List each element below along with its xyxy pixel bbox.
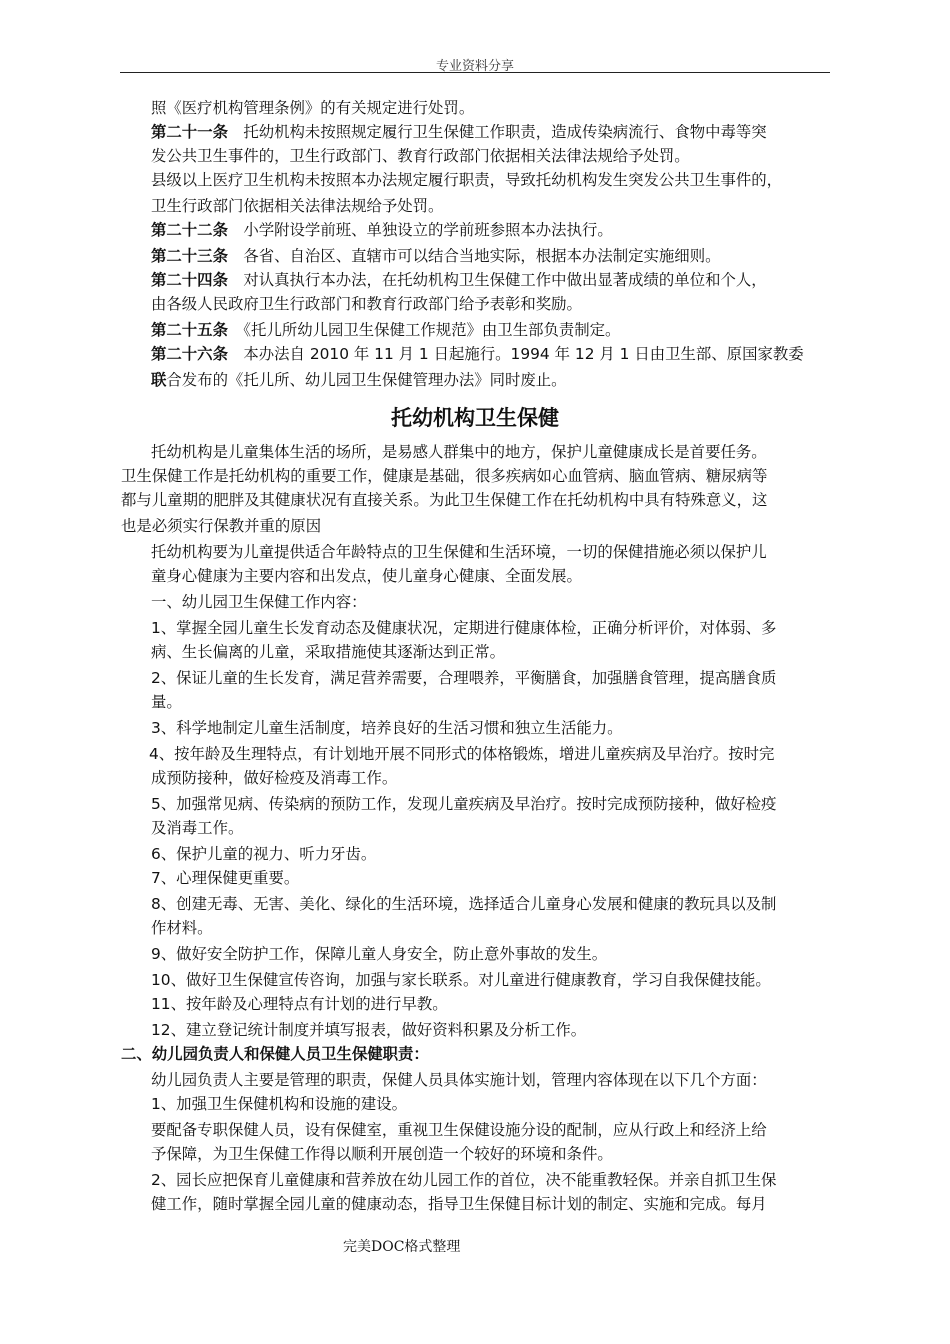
- body_lines-line: [121, 1044, 429, 1064]
- header-rule: [120, 72, 830, 73]
- line-text: 县级以上医疗卫生机构未按照本办法规定履行职责，导致托幼机构发生突发公共卫生事件的，: [151, 171, 783, 189]
- top_lines-line: [151, 196, 443, 216]
- top_lines-line: [151, 246, 720, 266]
- bold-lead: 联: [151, 371, 167, 389]
- body_lines-line: [151, 768, 397, 788]
- line-text: 2、园长应把保育儿童健康和营养放在幼儿园工作的首位，决不能重教轻保。并亲自抓卫生保: [151, 1171, 777, 1189]
- body_lines-line: [151, 1170, 776, 1190]
- line-text: 都与儿童期的肥胖及其健康状况有直接关系。为此卫生保健工作在托幼机构中具有特殊意义，这: [121, 491, 768, 509]
- body_lines-line: [151, 542, 767, 562]
- line-text: 量。: [151, 693, 182, 711]
- line-text: 本办法自 2010 年 11 月 1 日起施行。1994 年 12 月 1 日由卫生部、原国家教委: [227, 345, 804, 363]
- line-text: 2、保证儿童的生长发育，满足营养需要，合理喂养，平衡膳食，加强膳食管理，提高膳食质: [151, 669, 777, 687]
- body_lines-line: [151, 1070, 767, 1090]
- body_lines-line: [149, 744, 774, 764]
- top_lines-line: [151, 98, 474, 118]
- body_lines-line: [151, 818, 243, 838]
- body_lines-line: [151, 868, 299, 888]
- line-text: 1、掌握全园儿童生长发育动态及健康状况，定期进行健康体检，正确分析评价，对体弱、多: [151, 619, 777, 637]
- body_lines-line: [151, 1194, 767, 1214]
- bold-lead: 二、幼儿园负责人和保健人员卫生保健职责：: [121, 1045, 429, 1063]
- line-text: 照《医疗机构管理条例》的有关规定进行处罚。: [151, 99, 475, 117]
- line-text: 托幼机构是儿童集体生活的场所，是易感人群集中的地方，保护儿童健康成长是首要任务。: [151, 443, 767, 461]
- bold-lead: 第二十二条: [151, 221, 228, 239]
- top_lines-line: [151, 320, 620, 340]
- line-text: 5、加强常见病、传染病的预防工作，发现儿童疾病及早治疗。按时完成预防接种，做好检疫: [151, 795, 777, 813]
- body_lines-line: [151, 668, 776, 688]
- section-title: 托幼机构卫生保健: [391, 406, 559, 430]
- line-text: 12、建立登记统计制度并填写报表，做好资料积累及分析工作。: [151, 1021, 587, 1039]
- line-text: 对认真执行本办法，在托幼机构卫生保健工作中做出显著成绩的单位和个人，: [227, 271, 767, 289]
- body_lines-line: [151, 894, 776, 914]
- top_lines-line: [151, 220, 613, 240]
- body_lines-line: [151, 718, 623, 738]
- line-text: 由各级人民政府卫生行政部门和教育行政部门给予表彰和奖励。: [151, 295, 582, 313]
- page-header: 专业资料分享: [435, 59, 514, 74]
- line-text: 合发布的《托儿所、幼儿园卫生保健管理办法》同时废止。: [166, 371, 567, 389]
- body_lines-line: [151, 618, 776, 638]
- line-text: 童身心健康为主要内容和出发点，使儿童身心健康、全面发展。: [151, 567, 582, 585]
- line-text: 各省、自治区、直辖市可以结合当地实际，根据本办法制定实施细则。: [227, 247, 721, 265]
- line-text: 托幼机构要为儿童提供适合年龄特点的卫生保健和生活环境，一切的保健措施必须以保护儿: [151, 543, 767, 561]
- body_lines-line: [151, 794, 776, 814]
- line-text: 1、加强卫生保健机构和设施的建设。: [151, 1095, 408, 1113]
- body_lines-line: [151, 642, 505, 662]
- body_lines-line: [121, 516, 321, 536]
- body_lines-line: [151, 918, 213, 938]
- line-text: 卫生行政部门依据相关法律法规给予处罚。: [151, 197, 444, 215]
- body_lines-line: [151, 970, 771, 990]
- line-text: 3、科学地制定儿童生活制度，培养良好的生活习惯和独立生活能力。: [151, 719, 623, 737]
- line-text: 成预防接种，做好检疫及消毒工作。: [151, 769, 398, 787]
- body_lines-line: [121, 466, 767, 486]
- top_lines-line: [151, 344, 804, 364]
- line-text: 一、幼儿园卫生保健工作内容：: [151, 593, 367, 611]
- line-text: 也是必须实行保教并重的原因: [121, 517, 322, 535]
- body_lines-line: [151, 944, 607, 964]
- line-text: 10、做好卫生保健宣传咨询，加强与家长联系。对儿童进行健康教育，学习自我保健技能。: [151, 971, 771, 989]
- top_lines-line: [151, 370, 567, 390]
- body_lines-line: [151, 844, 376, 864]
- top_lines-line: [151, 270, 767, 290]
- bold-lead: 第二十五条: [151, 321, 228, 339]
- line-text: 幼儿园负责人主要是管理的职责，保健人员具体实施计划，管理内容体现在以下几个方面：: [151, 1071, 767, 1089]
- body_lines-line: [151, 692, 182, 712]
- body_lines-line: [151, 1094, 407, 1114]
- line-text: 8、创建无毒、无害、美化、绿化的生活环境，选择适合儿童身心发展和健康的教玩具以及制: [151, 895, 777, 913]
- line-text: 发公共卫生事件的，卫生行政部门、教育行政部门依据相关法律法规给予处罚。: [151, 147, 690, 165]
- line-text: 托幼机构未按照规定履行卫生保健工作职责，造成传染病流行、食物中毒等突: [227, 123, 767, 141]
- line-text: 及消毒工作。: [151, 819, 244, 837]
- line-text: 7、心理保健更重要。: [151, 869, 300, 887]
- top_lines-line: [151, 294, 582, 314]
- page-footer: 完美DOC格式整理: [343, 1239, 461, 1255]
- bold-lead: 第二十三条: [151, 247, 228, 265]
- line-text: 予保障，为卫生保健工作得以顺利开展创造一个较好的环境和条件。: [151, 1145, 613, 1163]
- body_lines-line: [151, 1020, 586, 1040]
- body_lines-line: [151, 1144, 613, 1164]
- line-text: 《托儿所幼儿园卫生保健工作规范》由卫生部负责制定。: [227, 321, 621, 339]
- line-text: 9、做好安全防护工作，保障儿童人身安全，防止意外事故的发生。: [151, 945, 608, 963]
- line-text: 作材料。: [151, 919, 213, 937]
- bold-lead: 第二十一条: [151, 123, 228, 141]
- bold-lead: 第二十四条: [151, 271, 228, 289]
- body_lines-line: [151, 1120, 767, 1140]
- line-text: 病、生长偏离的儿童，采取措施使其逐渐达到正常。: [151, 643, 505, 661]
- top_lines-line: [151, 170, 782, 190]
- body_lines-line: [121, 490, 767, 510]
- body_lines-line: [151, 592, 366, 612]
- body_lines-line: [151, 566, 582, 586]
- top_lines-line: [151, 122, 767, 142]
- line-text: 卫生保健工作是托幼机构的重要工作，健康是基础，很多疾病如心血管病、脑血管病、糖尿病等: [121, 467, 768, 485]
- line-text: 6、保护儿童的视力、听力牙齿。: [151, 845, 377, 863]
- line-text: 4、按年龄及生理特点，有计划地开展不同形式的体格锻炼，增进儿童疾病及早治疗。按时完: [149, 745, 775, 763]
- line-text: 11、按年龄及心理特点有计划的进行早教。: [151, 995, 448, 1013]
- line-text: 小学附设学前班、单独设立的学前班参照本办法执行。: [227, 221, 613, 239]
- top_lines-line: [151, 146, 690, 166]
- body_lines-line: [151, 442, 767, 462]
- bold-lead: 第二十六条: [151, 345, 228, 363]
- line-text: 要配备专职保健人员，设有保健室，重视卫生保健设施分设的配制，应从行政上和经济上给: [151, 1121, 767, 1139]
- body_lines-line: [151, 994, 448, 1014]
- line-text: 健工作，随时掌握全园儿童的健康动态，指导卫生保健目标计划的制定、实施和完成。每月: [151, 1195, 767, 1213]
